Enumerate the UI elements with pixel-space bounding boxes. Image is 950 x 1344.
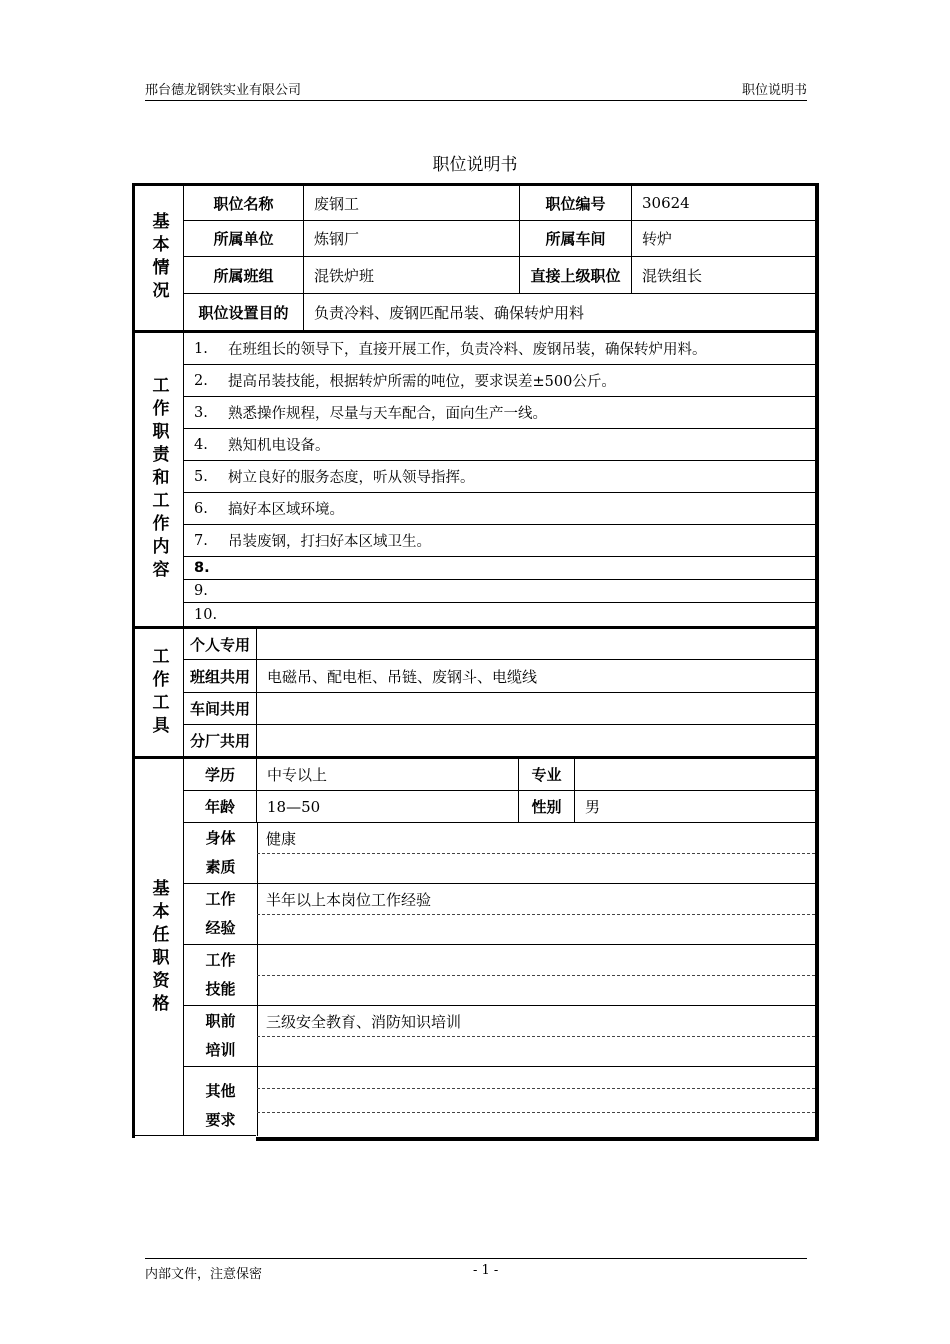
workshop-value: 转炉 — [642, 230, 673, 248]
basic-info-section — [135, 186, 815, 333]
row-unit — [184, 221, 815, 257]
duty-row: 4. 熟知机电设备。 — [184, 429, 815, 461]
duty-row: 3. 熟悉操作规程，尽量与天车配合，面向生产一线。 — [184, 397, 815, 429]
page-number: - 1 - — [473, 1263, 499, 1278]
row-other: 其他 要求 — [184, 1067, 815, 1136]
superior-value: 混铁组长 — [642, 266, 703, 285]
training-value: 三级安全教育、消防知识培训 — [266, 1013, 462, 1031]
gender-value: 男 — [585, 798, 601, 816]
basic-info-label: 基本情况 — [148, 212, 169, 304]
team-value: 混铁炉班 — [304, 257, 520, 293]
company-name: 邢台德龙钢铁实业有限公司 — [145, 83, 302, 98]
tool-row: 个人专用 — [184, 629, 815, 660]
duty-row: 9. — [184, 580, 815, 603]
physical-value: 健康 — [266, 830, 297, 848]
gender-label: 性别 — [519, 791, 575, 822]
confidential-note: 内部文件，注意保密 — [145, 1267, 263, 1282]
row-age — [184, 791, 815, 823]
unit-value: 炼钢厂 — [304, 221, 520, 256]
header-doc-type: 职位说明书 — [741, 83, 807, 98]
duty-row: 2. 提高吊装技能，根据转炉所需的吨位，要求误差±500公斤。 — [184, 365, 815, 397]
row-experience: 工作 经验 半年以上本岗位工作经验 — [184, 884, 815, 945]
duties-label: 工作职责和工作内容 — [148, 376, 169, 583]
position-code-value: 30624 — [642, 194, 690, 212]
qualifications-section — [135, 759, 815, 1136]
education-value: 中专以上 — [257, 759, 519, 790]
duty-row: 10. — [194, 606, 218, 623]
workshop-label: 所属车间 — [520, 221, 632, 256]
major-value — [575, 759, 815, 790]
row-team — [184, 257, 815, 294]
duty-row: 8. — [184, 557, 815, 580]
qualifications-label: 基本任职资格 — [148, 878, 169, 1017]
document-title: 职位说明书 — [432, 155, 518, 175]
page-footer — [145, 1258, 807, 1282]
position-name-label: 职位名称 — [184, 186, 304, 220]
duty-row: 6. 搞好本区域环境。 — [184, 493, 815, 525]
purpose-value: 负责冷料、废钢匹配吊装、确保转炉用料 — [314, 303, 585, 322]
row-training: 职前 培训 三级安全教育、消防知识培训 — [184, 1006, 815, 1067]
row-physical: 身体 素质 健康 — [184, 823, 815, 884]
tools-label: 工作工具 — [148, 646, 169, 739]
tool-row: 车间共用 — [184, 693, 815, 725]
row-position-name — [184, 186, 815, 221]
row-skills: 工作 技能 — [184, 945, 815, 1006]
position-name-value: 废钢工 — [304, 186, 520, 220]
education-label: 学历 — [184, 759, 257, 790]
major-label: 专业 — [519, 759, 575, 790]
duty-row: 1. 在班组长的领导下，直接开展工作，负责冷料、废钢吊装，确保转炉用料。 — [184, 333, 815, 365]
age-value: 18—50 — [257, 791, 519, 822]
experience-value: 半年以上本岗位工作经验 — [266, 891, 432, 909]
duty-row: 7. 吊装废钢，打扫好本区域卫生。 — [184, 525, 815, 557]
age-label: 年龄 — [184, 791, 257, 822]
job-description-table — [132, 183, 819, 1141]
unit-label: 所属单位 — [184, 221, 304, 256]
team-label: 所属班组 — [184, 257, 304, 293]
row-education — [184, 759, 815, 791]
purpose-label: 职位设置目的 — [184, 294, 304, 330]
superior-label: 直接上级职位 — [520, 257, 632, 293]
page-header — [145, 81, 807, 101]
duties-section — [135, 333, 815, 629]
tools-section — [135, 629, 815, 759]
duty-row: 5. 树立良好的服务态度，听从领导指挥。 — [184, 461, 815, 493]
tool-row: 分厂共用 — [184, 725, 815, 756]
tool-row: 班组共用 电磁吊、配电柜、吊链、废钢斗、电缆线 — [184, 660, 815, 693]
position-code-label: 职位编号 — [520, 186, 632, 220]
row-purpose — [184, 294, 815, 330]
